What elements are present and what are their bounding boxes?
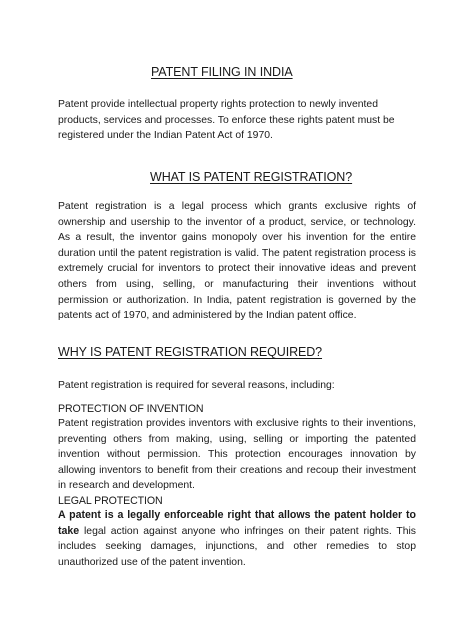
legal-protection-bold-lead: A patent is a legally enforceable right that allows the patent holder to take [58,509,416,537]
legal-protection-text: legal action against anyone who infringes on their patent rights. This includes seeking damages, injunctions, and other remedies to stop unauthorized use of the patent invention. [58,525,416,568]
section-heading-patent-filing: PATENT FILING IN INDIA [151,65,293,79]
paragraph-protection-of-invention: Patent registration provides inventors with exclusive rights to their inventions, preventing others from making, using, selling or importing the patented invention without permission. This protection encourages innovation by allowing inventors to benefit from their creations and recoup their investment in research and development. [58,418,416,492]
section-intro-why-required: Patent registration is required for several reasons, including: [58,380,335,391]
section-paragraph-patent-filing: Patent provide intellectual property rights protection to newly invented products, services and processes. To enforce these rights patent must be registered under the Indian Patent Act of 1970. [58,99,395,142]
paragraph-legal-protection [58,508,416,570]
subheading-protection-of-invention: PROTECTION OF INVENTION [58,403,204,415]
section-heading-what-is-registration: WHAT IS PATENT REGISTRATION? [150,170,353,184]
subheading-legal-protection: LEGAL PROTECTION [58,495,163,507]
section-heading-why-required: WHY IS PATENT REGISTRATION REQUIRED? [58,345,323,359]
section-paragraph-what-is-registration: Patent registration is a legal process which grants exclusive rights of ownership and usership to the inventor of a product, service, or technology. As a result, the inventor gains monopoly over his invention for the entire duration until the patent registration is valid. The patent registration process is extremely crucial for inventors to protect their innovative ideas and prevent others from using, selling, or manufacturing their inventions without permission or authorization. In India, patent registration is governed by the patents act of 1970, and administered by the Indian patent office. [58,201,416,322]
